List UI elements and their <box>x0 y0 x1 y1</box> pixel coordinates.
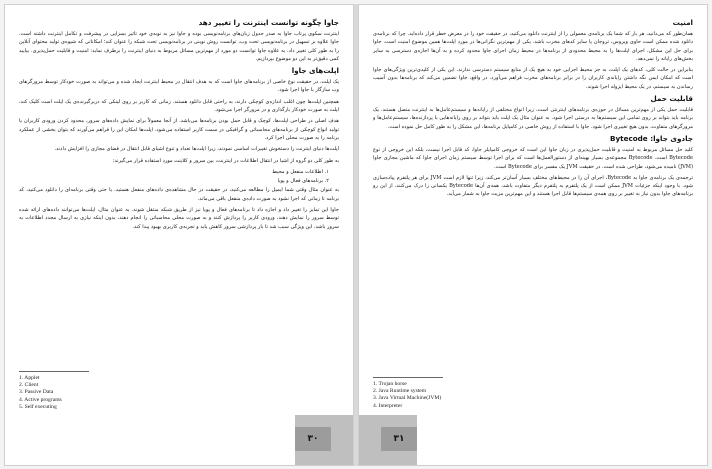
footnote-rule <box>19 371 89 372</box>
page-number: ۳۰ <box>307 434 319 444</box>
paragraph: جاوا این تمایز را تغییر داد و اجازه داد تا برنامه‌های فعال و پویا نیز از طریق شبکه منتقل شوند. به عنوان مثال، اپلت‌ها می‌توانند داده‌های ارائه شده توسط سرور را نمایش دهند، ورودی کاربر را پردازش کنند و به صورت محلی محاسباتی را انجام دهند، بدون اینکه نیازی به ارسال مجدد اطلاعات به سرور باشد. این ویژگی سبب شد تا بار پردازشی سرور کاهش یابد و تجربه‌ی کاربری بهبود پیدا کند. <box>19 207 339 230</box>
footnote: 5. Self executing <box>19 403 57 410</box>
paragraph: کلید حل مسائل مربوط به امنیت و قابلیت حمل‌پذیری در زبان جاوا این است که خروجی کامپایلر جاوا، کد قابل اجرا نیست، بلکه این خروجی از نوع Bytecode است. Bytecode مجموعه‌ی بسیار بهینه‌ای از دستورالعمل‌ها است که برای اجرا توسط سیستم زمان اجرای جاوا که ماشین مجازی جاوا (JVM) نامیده می‌شود، طراحی شده است. در حقیقت JVM یک مفسر برای Bytecode است. <box>373 146 694 170</box>
list-item: ۱. اطلاعات منفعل و محیط <box>272 168 329 175</box>
heading-term: Bytecode <box>609 133 648 143</box>
footnote: 4. Interpreter <box>373 402 403 409</box>
list-item: ۲. برنامه‌های فعال و پویا <box>277 178 329 185</box>
footnote: 3. Java Virtual Machine(JVM) <box>373 395 442 402</box>
footnotes <box>19 375 62 411</box>
footnote: 1. Trojan horse <box>373 381 407 387</box>
footnote: 2. Java Runtime system <box>373 388 427 395</box>
paragraph: هدف اصلی در طراحی اپلت‌ها، کوچک و قابل حمل بودن برنامه‌ها می‌باشد. از آنجا معمولاً برای نمایش داده‌های سرور، محدود کردن ورودی کاربران یا تولید انواع کوچکی از برنامه‌های محاسباتی و گرافیکی در سمت کاربر استفاده می‌شود. اپلت‌ها امکان این را فراهم می‌آورند که بتوان بخشی از عملکرد برنامه را به صورت محلی اجرا کرد. <box>19 118 339 141</box>
paragraph: اپلت‌ها دنیای اینترنت را دستخوش تغییرات اساسی نمودند، زیرا اپلت‌ها تعداد و تنوع اشیای قابل انتقال در فضای مجازی را افزایش دادند. <box>54 146 339 153</box>
page-number-tab <box>359 415 417 465</box>
book-spread <box>4 4 708 466</box>
footnote-rule <box>373 377 443 378</box>
left-page-text <box>19 15 339 234</box>
page-number-box <box>295 427 331 451</box>
section-heading-internet: جاوا چگونه توانست اینترنت را تغییر دهد <box>198 18 339 27</box>
section-heading-applets: اپلت‌های جاوا <box>291 66 339 76</box>
footnote: 3. Passive Data <box>19 389 54 396</box>
page-number: ۳۱ <box>393 434 405 444</box>
paragraph: به عنوان مثال وقتی شما ایمیل را مطالعه می‌کنید، در حقیقت در حال مشاهده‌ی داده‌های منفعل هستید. یا حتی وقتی برنامه‌ای را دانلود می‌کنید، کد برنامه تا زمانی که اجرا نشود به صورت داده‌ی منفعل باقی می‌ماند. <box>19 187 339 202</box>
footnote: 1. Applet <box>19 375 40 381</box>
paragraph: قابلیت حمل یکی از مهم‌ترین مسائل در حوزه‌ی برنامه‌های اینترنتی است، زیرا انواع مختلفی از رایانه‌ها و سیستم‌عامل‌ها به اینترنت متصل هستند. یک برنامه باید بتواند بر روی تمامی این سیستم‌ها به درستی اجرا شود. به عنوان مثال یک اپلت باید بتواند بر روی رایانه‌هایی با پردازنده‌ها، سیستم‌عامل‌ها و مرورگرهای متفاوت، بدون هیچ تغییری اجرا شود. جاوا با استفاده از روش خاصی در کامپایل برنامه‌ها، این مشکل را به طور کامل حل نموده است. <box>373 107 693 130</box>
section-heading-security: امنیت <box>672 18 693 27</box>
paragraph: اینترنت سکوی پرتاب جاوا به صدر جدول زبان‌های برنامه‌نویسی بوده و جاوا نیز به نوبه‌ی خود تاثیر بسزایی در پیشرفت و تکامل اینترنت داشته است. جاوا علاوه بر تسهیل در برنامه‌نویسی تحت وب، توانست روش نوینی در برنامه‌نویسی تحت شبکه را عنوان کند؛ امکاناتی که شیوه‌ی تولید محتوای آنلاین را به طور کلی تغییر داد. به علاوه جاوا توانست دو مورد از مهم‌ترین مسائل مربوط به دنیای اینترنت را برطرف نماید: امنیت و قابلیت حمل‌پذیری. بیایید کمی دقیق‌تر به این دو موضوع بپردازیم. <box>19 31 339 62</box>
right-page <box>358 4 708 466</box>
paragraph: همان‌طور که می‌دانید، هر بار که شما یک برنامه‌ی معمولی را از اینترنت دانلود می‌کنید، در حقیقت خود را در معرض خطر قرار داده‌اید. چرا که برنامه‌ی دانلود شده ممکن است حاوی ویروس، تروجان یا سایر کدهای مخرب باشد. یکی از مهم‌ترین نگرانی‌ها در مورد اپلت‌ها همین موضوع امنیت است. جاوا برای حل این مشکل، اجرای اپلت‌ها را به محیط محدودی از برنامه‌ها در محیط زمان اجرای جاوا محدود کرده و به آن‌ها اجازه‌ی دسترسی به سایر بخش‌های رایانه را نمی‌دهد. <box>373 31 693 62</box>
footnote: 4. Active programs <box>19 396 62 403</box>
heading-text: جادوی جاوا: <box>647 133 693 143</box>
page-number-box <box>381 427 417 451</box>
left-page <box>4 4 354 466</box>
right-page-text <box>373 15 693 202</box>
paragraph: به طور کلی دو گروه از اشیا در انتقال اطلاعات در اینترنت، بین سرور و کلاینت مورد استفاده قرار می‌گیرند: <box>112 157 339 164</box>
footnote: 2. Client <box>19 382 39 389</box>
paragraph: ترجمه‌ی یک برنامه‌ی جاوا به Bytecode، اجرای آن را در محیط‌های مختلف بسیار آسان‌تر می‌کند، زیرا تنها لازم است JVM برای هر پلتفرم پیاده‌سازی شود. با وجود اینکه جزئیات JVM ممکن است از یک پلتفرم به پلتفرم دیگر متفاوت باشد، همه‌ی آن‌ها Bytecode یکسانی را درک می‌کنند. از این رو برنامه‌های جاوا بدون نیاز به تغییر بر روی همه‌ی سیستم‌ها قابل اجرا هستند و این مهم‌ترین مزیت جاوا به شمار می‌آید. <box>373 174 694 198</box>
paragraph: یک اپلت، در حقیقت نوع خاصی از برنامه‌های جاوا است که به هدف انتقال در محیط اینترنت ایجاد شده و می‌تواند به صورت خودکار توسط مرورگرهای وب سازگار با جاوا اجرا شود. <box>19 79 339 94</box>
paragraph: بنابراین در حالت کلی، کدهای یک اپلت، به جز محیط اجرایی خود به هیچ یک از منابع سیستم دسترسی ندارند. این یکی از کلیدی‌ترین ویژگی‌های جاوا است که امکان ایمن نگه داشتن رایانه‌ی کاربران را در برابر برنامه‌های مخرب فراهم می‌آورد. در واقع، جاوا تضمین می‌کند که برنامه‌ها بدون آسیب رساندن به سیستم، در یک محیط ایزوله اجرا شوند. <box>373 67 693 90</box>
paragraph: همچنین اپلت‌ها چون اغلب اندازه‌ی کوچکی دارند، به راحتی قابل دانلود هستند. زمانی که کاربر بر روی لینکی که دربرگیرنده‌ی یک اپلت است کلیک کند، اپلت به صورت خودکار بارگذاری و در مرورگر اجرا می‌شود. <box>19 98 339 114</box>
section-heading-bytecode <box>373 134 693 144</box>
footnotes <box>373 381 441 410</box>
page-number-tab <box>295 415 353 465</box>
section-heading-portability: قابلیت حمل <box>650 94 693 104</box>
